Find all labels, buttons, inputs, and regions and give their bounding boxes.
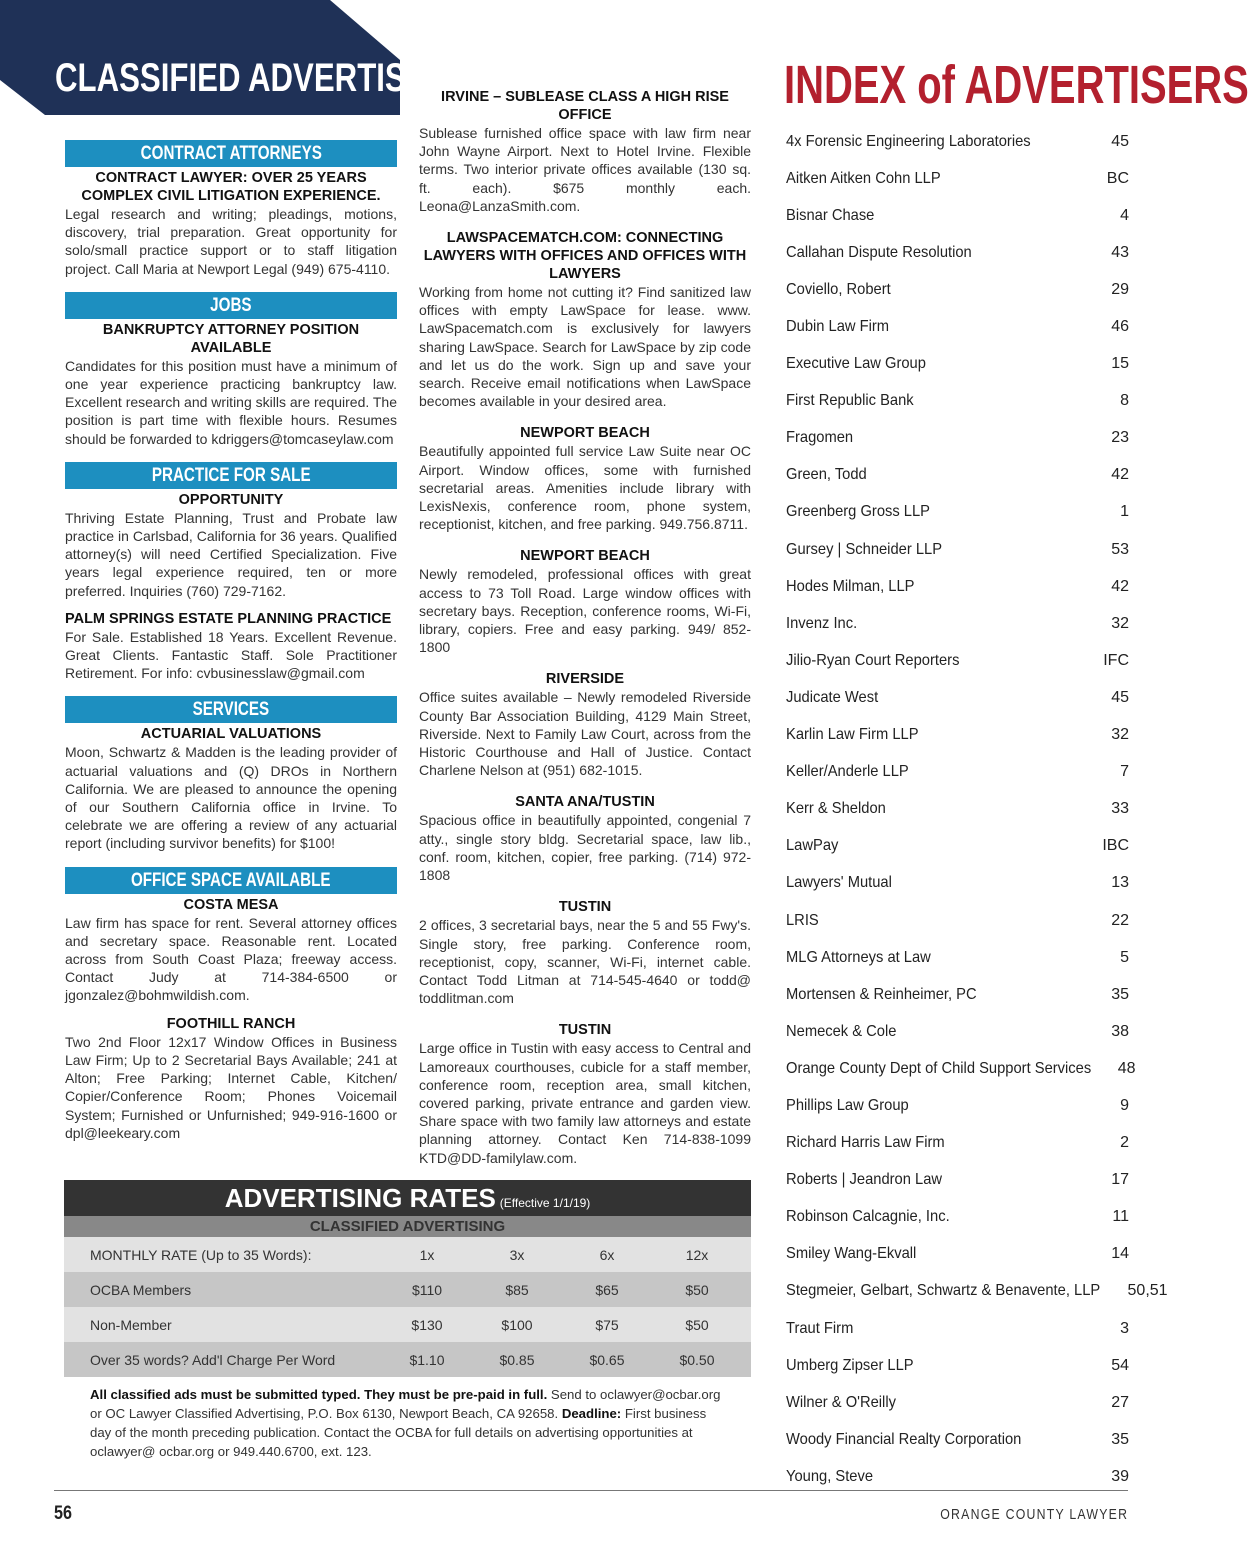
ad-body: Beautifully appointed full service Law Suite near OC Airport. Window offices, some with furnished secretarial areas. Amenities include library with LexisNexis, conference room, phone system, receptionist, kitchen, and free parking. 949.756.8711. — [419, 443, 751, 533]
index-entry — [786, 1087, 1129, 1124]
ad-title: LAWSPACEMATCH.COM: CONNECTING LAWYERS WITH OFFICES AND OFFICES WITH LAWYERS — [423, 230, 747, 283]
index-entry — [786, 865, 1129, 902]
advertiser-name: Karlin Law Firm LLP — [786, 726, 919, 744]
ad-item — [419, 547, 751, 656]
advertiser-page: 17 — [1111, 1171, 1129, 1189]
rate-row — [64, 1342, 751, 1377]
advertiser-page: IBC — [1102, 837, 1129, 855]
index-entry — [786, 383, 1129, 420]
ad-title: IRVINE – SUBLEASE CLASS A HIGH RISE OFFICE — [441, 89, 729, 123]
advertiser-page: 5 — [1120, 948, 1129, 966]
ad-body: Working from home not cutting it? Find sanitized law offices with empty LawSpace for lease. www. LawSpacematch.com is exclusively for lawyers sharing LawSpace. Search for LawSpace by zip code and let us do the work. Sign up and save your search. Receive email notifications when LawSpace becomes available in your desired area. — [419, 284, 751, 410]
ad-title: TUSTIN — [558, 899, 612, 916]
advertiser-page: BC — [1106, 169, 1129, 187]
advertiser-page: IFC — [1103, 651, 1129, 669]
advertiser-page: 3 — [1120, 1319, 1129, 1337]
advertiser-name: Richard Harris Law Firm — [786, 1134, 945, 1152]
ad-item — [419, 898, 751, 1007]
advertiser-page: 22 — [1111, 911, 1129, 929]
advertiser-name: First Republic Bank — [786, 392, 914, 410]
index-entry — [786, 420, 1129, 457]
rate-cell: $50 — [685, 1281, 709, 1298]
advertiser-name: Young, Steve — [786, 1467, 874, 1485]
ad-body: Large office in Tustin with easy access to Central and Lamoreaux courthouses, cubicle for a staff member, conference room, reception area, small kitchen, covered parking, private entrance and garden view. Share space with two family law attorneys and estate planning attorney. Contact Ken 714-838-1099 KTD@DD-familylaw.com. — [419, 1040, 751, 1166]
advertiser-page: 35 — [1111, 1430, 1129, 1448]
ad-item — [419, 793, 751, 884]
advertiser-page: 42 — [1111, 577, 1129, 595]
ad-body: Two 2nd Floor 12x17 Window Offices in Business Law Firm; Up to 2 Secretarial Bays Available; 241 at Alton; Free Parking; Internet Cable, Kitchen/ Copier/Conference Room; Phones Voicemail System; Furnished or Unfurnished; 949-916-1600 or dpl@leekeary.com — [65, 1033, 397, 1141]
section-heading-practice-for-sale: PRACTICE FOR SALE — [65, 462, 397, 489]
index-entry — [786, 1013, 1129, 1050]
rate-cell: $0.50 — [679, 1351, 715, 1368]
advertiser-page: 32 — [1111, 614, 1129, 632]
advertiser-page: 33 — [1111, 800, 1129, 818]
advertiser-name: Callahan Dispute Resolution — [786, 243, 972, 261]
index-entry — [786, 717, 1129, 754]
rate-row — [64, 1307, 751, 1342]
advertiser-name: Kerr & Sheldon — [786, 800, 886, 818]
advertiser-name: Invenz Inc. — [786, 614, 858, 632]
ad-body: Candidates for this position must have a minimum of one year experience practicing bankruptcy law. Excellent research and writing skills are required. The position is part time with flexible hours. Resumes should be forwarded to kdriggers@tomcaseylaw.com — [65, 357, 398, 447]
ad-title: RIVERSIDE — [545, 671, 625, 688]
advertiser-page: 45 — [1111, 132, 1129, 150]
index-entry — [786, 754, 1129, 791]
ad-body: 2 offices, 3 secretarial bays, near the 5 and 55 Fwy's. Single story, free parking. Conference room, receptionist, copy, scanner, Wi-Fi, internet cable. Contact Todd Litman at 714-545-4640 or todd@ toddlitman.com — [419, 917, 751, 1007]
middle-column — [419, 88, 751, 1167]
rate-cell: $50 — [685, 1316, 709, 1333]
advertiser-page: 13 — [1111, 874, 1129, 892]
index-entry — [786, 1347, 1129, 1384]
advertiser-page: 35 — [1111, 985, 1129, 1003]
advertiser-name: LRIS — [786, 911, 819, 929]
advertiser-name: Judicate West — [786, 688, 879, 706]
ad-title: FOOTHILL RANCH — [166, 1015, 296, 1032]
index-entry — [786, 197, 1129, 234]
rates-header — [64, 1180, 751, 1216]
ad-body: Spacious office in beautifully appointed, congenial 7 atty., single story bldg. Secretarial space, law lib., conf. room, kitchen, copier, free parking. (714) 972-1808 — [419, 812, 751, 884]
ad-item — [419, 424, 751, 533]
advertiser-page: 29 — [1111, 280, 1129, 298]
rates-title: ADVERTISING RATES — [224, 1183, 496, 1213]
index-entry — [786, 1384, 1129, 1421]
advertiser-page: 8 — [1120, 392, 1129, 410]
advertiser-name: Lawyers' Mutual — [786, 874, 892, 892]
rate-label: Over 35 words? Add'l Charge Per Word — [90, 1351, 336, 1368]
rate-row — [64, 1272, 751, 1307]
footer-divider — [54, 1490, 1128, 1491]
rate-cell: $65 — [595, 1281, 619, 1298]
index-entry — [786, 1199, 1129, 1236]
rate-label: Non-Member — [90, 1316, 172, 1333]
advertiser-page: 1 — [1120, 503, 1129, 521]
advertising-rates-box — [64, 1180, 751, 1473]
advertiser-name: Phillips Law Group — [786, 1096, 909, 1114]
advertiser-name: 4x Forensic Engineering Laboratories — [786, 132, 1031, 150]
advertiser-name: Dubin Law Firm — [786, 318, 890, 336]
rate-cell: $100 — [501, 1316, 533, 1333]
index-entry — [786, 1273, 1168, 1310]
ad-title: BANKRUPTCY ATTORNEY POSITION AVAILABLE — [102, 321, 360, 356]
index-entry — [786, 308, 1129, 345]
rates-note: All classified ads must be submitted typed. They must be pre-paid in full. Send to oclawyer@ocbar.org or OC Lawyer Classified Advertising, P.O. Box 6130, Newport Beach, CA 92658. Deadline: First business day of the month preceding publication. Contact the OCBA for full details on advertising opportunities at oclawyer@ ocbar.org or 949.440.6700, ext. 123. — [90, 1387, 721, 1459]
advertiser-name: Roberts | Jeandron Law — [786, 1171, 943, 1189]
index-entry — [786, 828, 1129, 865]
index-entry — [786, 902, 1129, 939]
advertiser-name: Bisnar Chase — [786, 206, 875, 224]
ad-body: Moon, Schwartz & Madden is the leading provider of actuarial valuations and (Q) DROs in Northern California. We are pleased to announce the opening of our Southern California office in Irvine. To celebrate we are offering a review of any actuarial report (including survivor benefits) for $100! — [65, 744, 397, 852]
advertiser-page: 27 — [1111, 1393, 1129, 1411]
advertiser-page: 2 — [1120, 1134, 1129, 1152]
index-entry — [786, 1236, 1129, 1273]
ad-body: Legal research and writing; pleadings, motions, discovery, trial preparation. Great opportunity for solo/small practice support or to staff litigation project. Call Maria at Newport Legal (949) 675-4110. — [65, 206, 397, 277]
index-entry — [786, 1162, 1129, 1199]
advertiser-page: 45 — [1111, 688, 1129, 706]
rate-cell: 1x — [419, 1246, 435, 1263]
advertiser-name: Green, Todd — [786, 466, 867, 484]
advertiser-name: Smiley Wang-Ekvall — [786, 1245, 917, 1263]
advertiser-page: 42 — [1111, 466, 1129, 484]
section-heading-jobs: JOBS — [65, 292, 397, 319]
ad-body: Law firm has space for rent. Several attorney offices and secretary space. Reasonable rent. Located across from South Coast Plaza; freeway access. Contact Judy at 714-384-6500 or jgonzalez@bohmwildish.com. — [65, 914, 397, 1004]
ad-title: SANTA ANA/TUSTIN — [515, 794, 655, 811]
advertiser-name: Coviello, Robert — [786, 280, 891, 298]
rates-header-row — [64, 1237, 751, 1272]
index-entry — [786, 234, 1129, 271]
advertiser-page: 14 — [1111, 1245, 1129, 1263]
ad-title: NEWPORT BEACH — [520, 425, 650, 442]
advertiser-name: Gursey | Schneider LLP — [786, 540, 943, 558]
ad-title: NEWPORT BEACH — [520, 548, 650, 565]
advertiser-name: Mortensen & Reinheimer, PC — [786, 985, 977, 1003]
index-entry — [786, 1125, 1129, 1162]
index-entry — [786, 123, 1129, 160]
index-entry — [786, 531, 1129, 568]
ad-title: PALM SPRINGS ESTATE PLANNING PRACTICE — [65, 610, 392, 627]
rates-subtitle: CLASSIFIED ADVERTISING — [64, 1216, 751, 1237]
advertiser-page: 50,51 — [1127, 1282, 1168, 1300]
advertiser-name: Orange County Dept of Child Support Services — [786, 1059, 1092, 1077]
ad-title: CONTRACT LAWYER: OVER 25 YEARS COMPLEX CIVIL LITIGATION EXPERIENCE. — [81, 170, 381, 204]
ad-body: Thriving Estate Planning, Trust and Probate law practice in Carlsbad, California for 36 years. Qualified attorney(s) will need Certified Specialization. Five years legal experience required, ten or more preferred. Inquiries (760) 729-7162. — [65, 509, 397, 599]
section-heading-contract-attorneys: CONTRACT ATTORNEYS — [65, 140, 397, 167]
ad-body: For Sale. Established 18 Years. Excellent Revenue. Great Clients. Fantastic Staff. Sole Practitioner Retirement. For info: cvbusinesslaw@gmail.com — [65, 628, 397, 682]
index-entry — [786, 976, 1129, 1013]
advertiser-page: 7 — [1120, 763, 1129, 781]
advertiser-page: 53 — [1111, 540, 1129, 558]
advertiser-page: 11 — [1112, 1208, 1129, 1226]
index-entry — [786, 1310, 1129, 1347]
rates-effective-date: (Effective 1/1/19) — [499, 1196, 591, 1210]
rate-cell: $1.10 — [409, 1351, 445, 1368]
advertiser-name: Executive Law Group — [786, 355, 926, 373]
advertiser-name: Woody Financial Realty Corporation — [786, 1430, 1022, 1448]
advertiser-page: 15 — [1111, 355, 1129, 373]
index-entry — [786, 346, 1129, 383]
advertiser-name: Fragomen — [786, 429, 854, 447]
advertiser-name: Keller/Anderle LLP — [786, 763, 909, 781]
advertiser-name: Umberg Zipser LLP — [786, 1356, 914, 1374]
ad-item — [419, 1021, 751, 1166]
ad-title: ACTUARIAL VALUATIONS — [140, 726, 322, 743]
index-entry — [786, 642, 1129, 679]
advertiser-name: Jilio-Ryan Court Reporters — [786, 651, 960, 669]
left-column — [65, 140, 397, 1142]
advertiser-page: 38 — [1111, 1022, 1129, 1040]
section-heading-office-space: OFFICE SPACE AVAILABLE — [65, 867, 397, 894]
index-entry — [786, 679, 1129, 716]
index-entry — [786, 605, 1129, 642]
index-entry — [786, 160, 1129, 197]
ad-body: Newly remodeled, professional offices with great access to 73 Toll Road. Large window offices with secretary bays. Reception, conference rooms, Wi-Fi, library, copiers. Free and easy parking. 949/ 852-1800 — [419, 566, 751, 656]
ad-item — [419, 670, 751, 779]
advertiser-name: Hodes Milman, LLP — [786, 577, 915, 595]
ad-body: Sublease furnished office space with law firm near John Wayne Airport. Next to Hotel Irvine. Flexible terms. Two interior private offices available (130 sq. ft. each). $675 monthly each. Leona@LanzaSmith.com. — [419, 125, 751, 214]
advertiser-name: Robinson Calcagnie, Inc. — [786, 1208, 950, 1226]
rate-cell: $0.65 — [589, 1351, 625, 1368]
publication-name: ORANGE COUNTY LAWYER — [940, 1506, 1128, 1523]
advertiser-page: 23 — [1111, 429, 1129, 447]
rate-cell: $130 — [411, 1316, 443, 1333]
page-number: 56 — [54, 1503, 72, 1524]
advertiser-name: Traut Firm — [786, 1319, 854, 1337]
section-heading-services: SERVICES — [65, 696, 397, 723]
rate-cell: $0.85 — [499, 1351, 535, 1368]
advertiser-name: MLG Attorneys at Law — [786, 948, 931, 966]
advertiser-page: 43 — [1111, 243, 1129, 261]
advertiser-page: 4 — [1120, 206, 1129, 224]
ad-title: COSTA MESA — [183, 896, 279, 913]
advertiser-name: LawPay — [786, 837, 839, 855]
rate-cell: 3x — [509, 1246, 525, 1263]
rate-cell: 6x — [599, 1246, 615, 1263]
index-entry — [786, 939, 1129, 976]
advertiser-name: Stegmeier, Gelbart, Schwartz & Benavente, LLP — [786, 1282, 1101, 1300]
advertiser-page: 9 — [1120, 1096, 1129, 1114]
advertiser-page: 32 — [1111, 726, 1129, 744]
index-entry — [786, 791, 1129, 828]
ad-title: TUSTIN — [558, 1022, 612, 1039]
advertiser-page: 48 — [1117, 1059, 1136, 1077]
index-title: INDEX of ADVERTISERS — [784, 55, 1249, 115]
rate-cell: $75 — [595, 1316, 619, 1333]
ad-title: OPPORTUNITY — [178, 491, 284, 508]
page-title: CLASSIFIED ADVERTISING — [55, 56, 462, 100]
rate-label: MONTHLY RATE (Up to 35 Words): — [90, 1246, 312, 1263]
advertiser-page: 39 — [1111, 1467, 1129, 1485]
advertiser-page: 46 — [1111, 318, 1129, 336]
rate-cell: 12x — [685, 1246, 709, 1263]
rate-cell: $85 — [505, 1281, 529, 1298]
ad-body: Office suites available – Newly remodeled Riverside County Bar Association Building, 4129 Main Street, Riverside. Next to Family Law Court, across from the Historic Courthouse and Hall of Justice. Contact Charlene Nelson at (951) 682-1015. — [419, 689, 751, 779]
advertiser-name: Aitken Aitken Cohn LLP — [786, 169, 941, 187]
index-list — [786, 123, 1168, 1495]
index-entry — [786, 457, 1129, 494]
advertiser-page: 54 — [1111, 1356, 1129, 1374]
ad-item — [419, 229, 751, 410]
rate-cell: $110 — [411, 1281, 443, 1298]
advertiser-name: Wilner & O'Reilly — [786, 1393, 896, 1411]
rate-label: OCBA Members — [90, 1281, 192, 1298]
ad-item — [419, 88, 751, 215]
advertiser-name: Greenberg Gross LLP — [786, 503, 931, 521]
index-entry — [786, 494, 1129, 531]
index-entry — [786, 568, 1129, 605]
advertiser-name: Nemecek & Cole — [786, 1022, 897, 1040]
index-entry — [786, 1421, 1129, 1458]
index-entry — [786, 1050, 1136, 1087]
index-entry — [786, 271, 1129, 308]
